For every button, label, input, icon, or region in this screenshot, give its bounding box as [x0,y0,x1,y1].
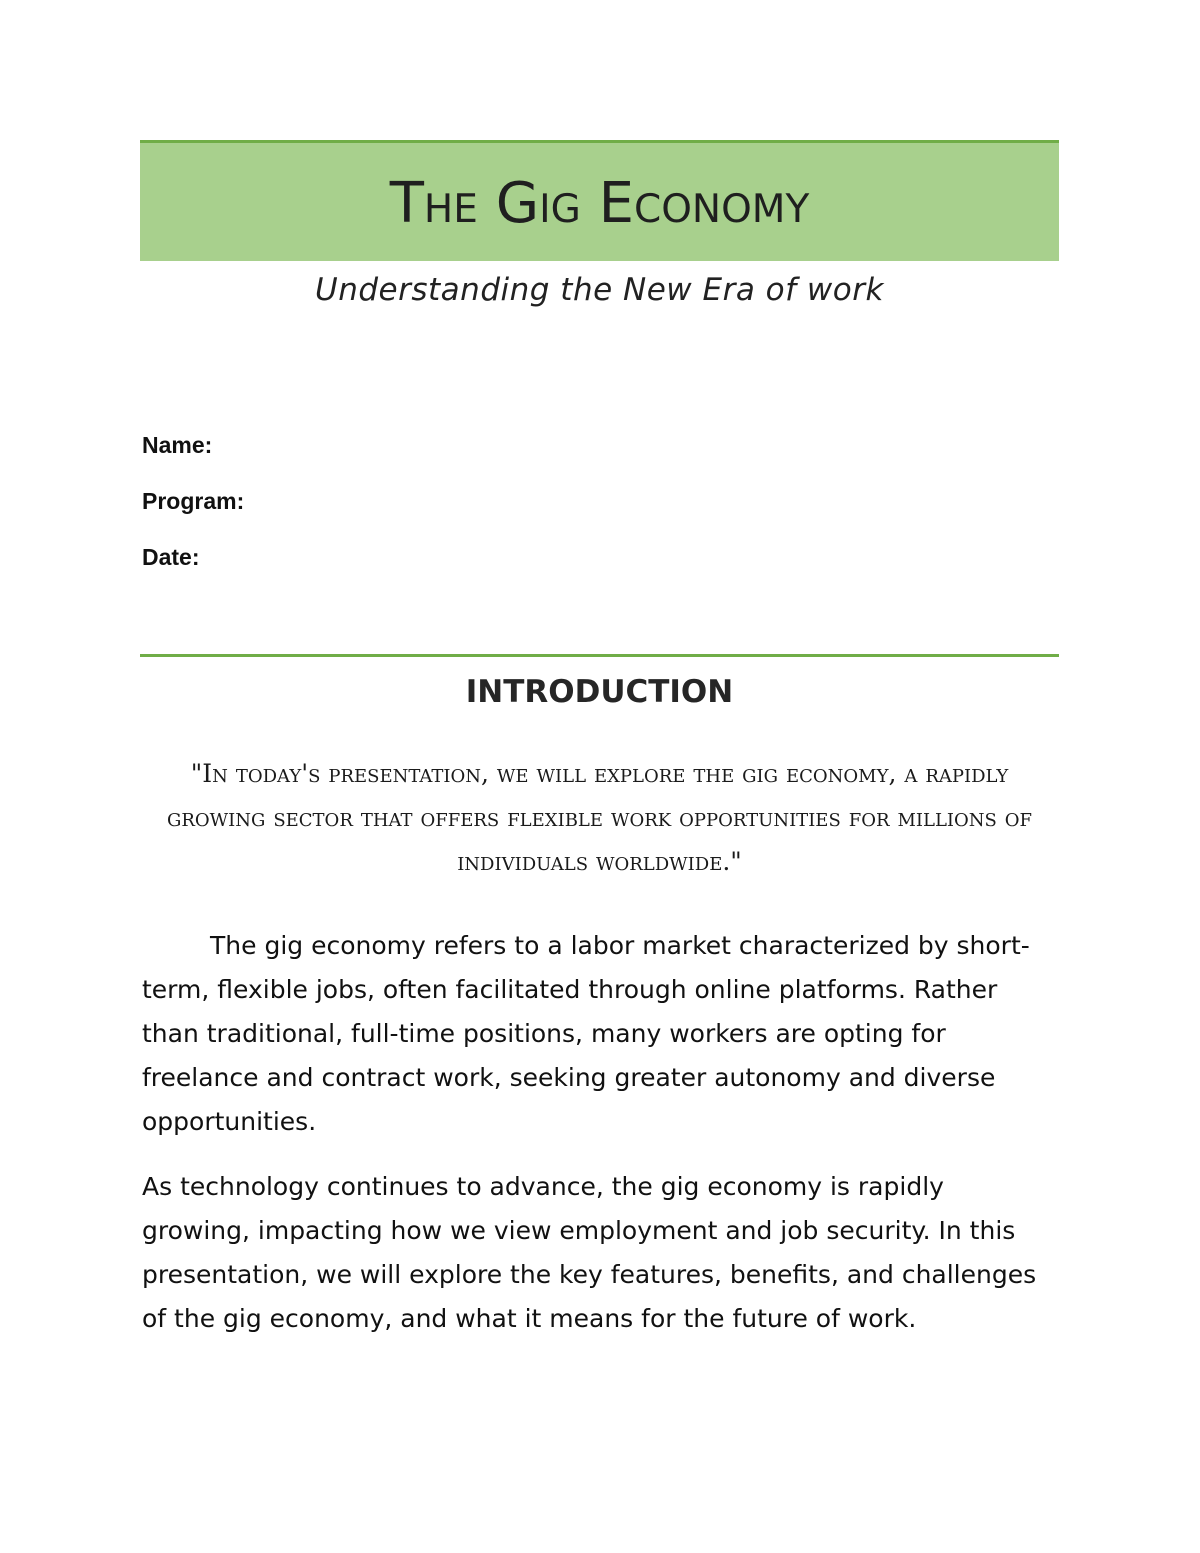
body-paragraph-2: As technology continues to advance, the gig economy is rapidly growing, impacting how we view employment and job security. In this presentation, we will explore the key features, benefits, and challenges of the gig economy, and what it means for the future of work. [142,1172,1037,1333]
section-divider [140,654,1059,657]
document-subtitle: Understanding the New Era of work [315,272,884,308]
intro-quote: "In today's presentation, we will explore the gig economy, a rapidly growing sector that offers flexible work opportunities for millions of individuals worldwide." [166,759,1033,876]
info-fields [142,430,244,598]
title-banner [140,140,1059,261]
document-title: The Gig Economy [389,171,810,236]
name-label: Name: [142,432,213,458]
date-label: Date: [142,544,200,570]
section-heading: INTRODUCTION [465,674,734,710]
body-paragraph-1: The gig economy refers to a labor market characterized by short-term, flexible jobs, often facilitated through online platforms. Rather than traditional, full-time positions, many workers are opting for freelance and contract work, seeking greater autonomy and diverse opportunities. [142,931,1030,1136]
program-label: Program: [142,488,245,514]
